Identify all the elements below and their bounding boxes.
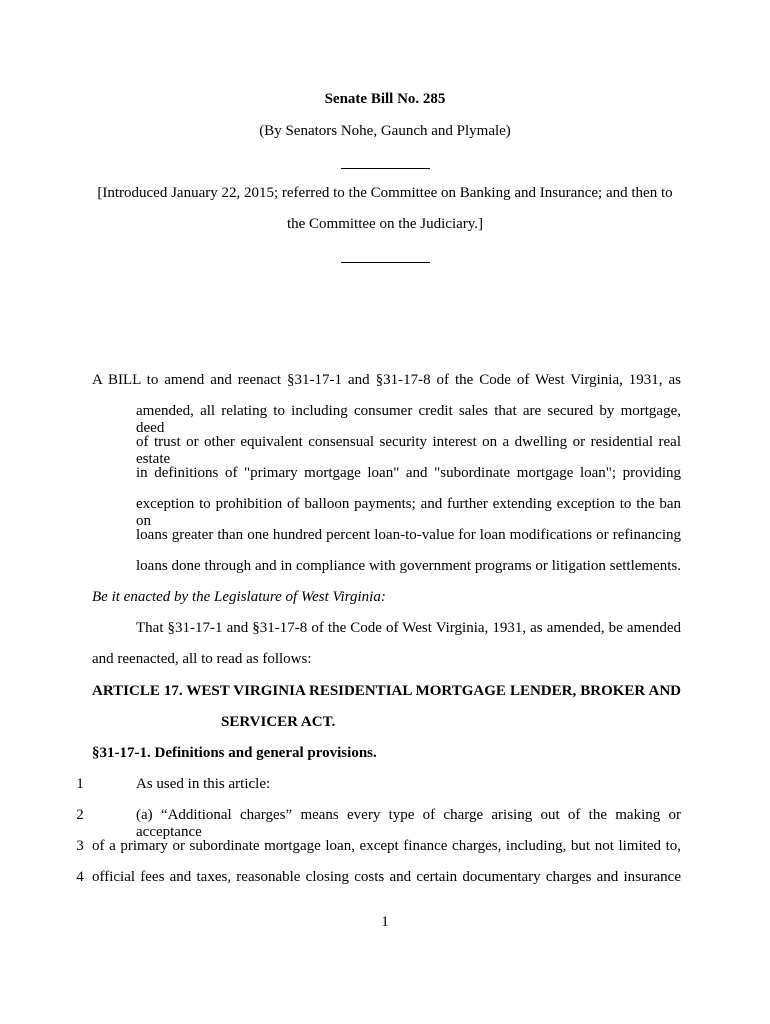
bill-text-line-6: loans greater than one hundred percent loan-to-value for loan modifications or refinancing	[136, 527, 681, 543]
line-number: 1	[76, 776, 84, 792]
line-number: 4	[76, 869, 84, 885]
header-rule-top	[341, 168, 430, 169]
enacting-clause: Be it enacted by the Legislature of West Virginia:	[92, 589, 386, 605]
section-text-line: As used in this article:	[136, 776, 271, 792]
article-heading-line-1: ARTICLE 17. WEST VIRGINIA RESIDENTIAL MORTGAGE LENDER, BROKER AND	[92, 683, 681, 699]
bill-sponsors: (By Senators Nohe, Gaunch and Plymale)	[259, 123, 511, 139]
that-line-1: That §31-17-1 and §31-17-8 of the Code of West Virginia, 1931, as amended, be amended	[136, 620, 681, 636]
introduction-line-1: [Introduced January 22, 2015; referred to the Committee on Banking and Insurance; and then to	[97, 185, 673, 201]
bill-text-line-2: amended, all relating to including consumer credit sales that are secured by mortgage, deed	[136, 403, 681, 436]
bill-text-line-7: loans done through and in compliance with government programs or litigation settlements.	[136, 558, 681, 574]
section-heading: §31-17-1. Definitions and general provisions.	[92, 745, 377, 761]
section-text-line: of a primary or subordinate mortgage loan, except finance charges, including, but not limited to,	[92, 838, 681, 854]
bill-text-line-3: of trust or other equivalent consensual security interest on a dwelling or residential real estate	[136, 434, 681, 467]
section-text-line: (a) “Additional charges” means every type of charge arising out of the making or acceptance	[136, 807, 681, 840]
section-text-line: official fees and taxes, reasonable closing costs and certain documentary charges and insurance	[92, 869, 681, 885]
bill-text-line-1: A BILL to amend and reenact §31-17-1 and §31-17-8 of the Code of West Virginia, 1931, as	[92, 372, 681, 388]
header-rule-bottom	[341, 262, 430, 263]
line-number: 2	[76, 807, 84, 823]
article-heading-line-2: SERVICER ACT.	[221, 714, 336, 730]
page-number: 1	[381, 914, 389, 930]
line-number: 3	[76, 838, 84, 854]
bill-text-line-5: exception to prohibition of balloon payments; and further extending exception to the ban on	[136, 496, 681, 529]
introduction-line-2: the Committee on the Judiciary.]	[286, 216, 484, 232]
bill-text-line-4: in definitions of "primary mortgage loan" and "subordinate mortgage loan"; providing	[136, 465, 681, 481]
bill-title: Senate Bill No. 285	[324, 91, 446, 107]
that-line-2: and reenacted, all to read as follows:	[92, 651, 312, 667]
